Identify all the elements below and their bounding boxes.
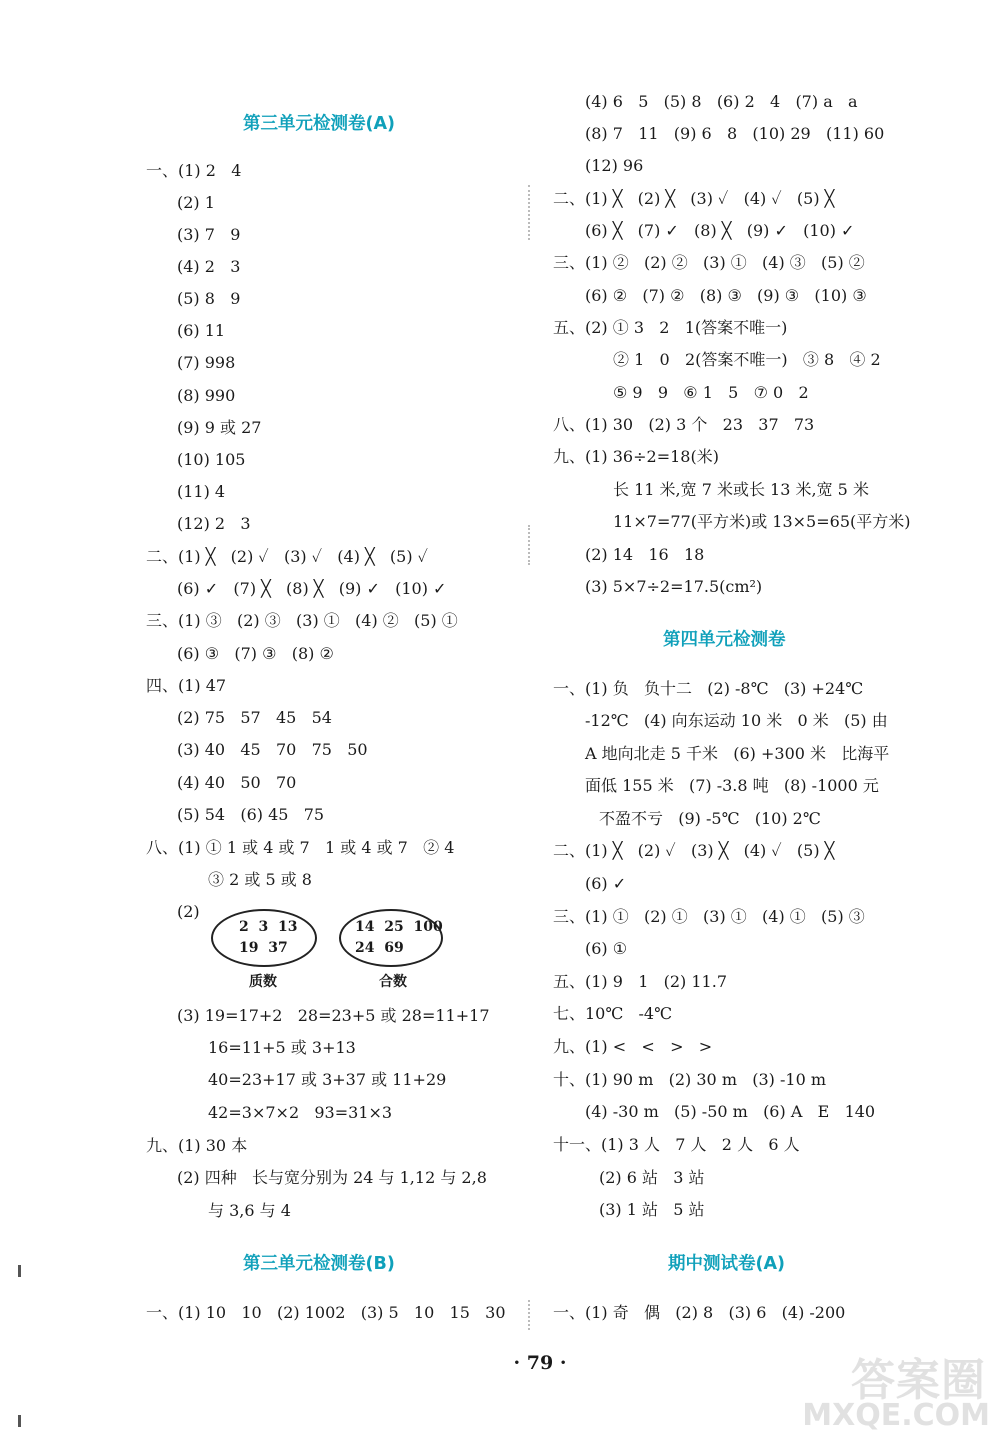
answer-line: 二、(1) ╳ (2) ╳ (3) ✓ (4) ✓ (5) ╳ [553, 189, 835, 208]
answer-line: 五、(1) 9 1 (2) 11.7 [553, 972, 728, 991]
answer-line: 40=23+17 或 3+37 或 11+29 [208, 1070, 447, 1089]
answer-line: (4) -30 m (5) -50 m (6) A E 140 [585, 1102, 876, 1121]
answer-line: (6) ② (7) ② (8) ③ (9) ③ (10) ③ [585, 286, 867, 305]
answer-line: (6) ③ (7) ③ (8) ② [177, 644, 334, 663]
answer-line: (3) 40 45 70 75 50 [177, 740, 368, 759]
answer-line: (6) ✓ [585, 874, 627, 893]
answer-line: (12) 2 3 [177, 514, 251, 533]
answer-line: 十一、(1) 3 人 7 人 2 人 6 人 [553, 1135, 800, 1154]
column-divider-dots [528, 1300, 530, 1330]
answer-line: ③ 2 或 5 或 8 [208, 870, 312, 889]
answer-line: 三、(1) ③ (2) ③ (3) ① (4) ② (5) ① [146, 611, 458, 630]
answer-line: (2) 14 16 18 [585, 545, 705, 564]
composites-row-1: 14 25 100 [355, 919, 443, 935]
answer-line: A 地向北走 5 千米 (6) +300 米 比海平 [585, 744, 890, 763]
answer-line: 一、(1) 2 4 [146, 161, 242, 180]
composites-row-2: 24 69 [355, 940, 404, 956]
answer-line: 与 3,6 与 4 [208, 1201, 291, 1220]
answer-line: (11) 4 [177, 482, 226, 501]
answer-line: (10) 105 [177, 450, 246, 469]
primes-row-1: 2 3 13 [239, 919, 298, 935]
answer-line: ⑤ 9 9 ⑥ 1 5 ⑦ 0 2 [613, 383, 809, 402]
answer-line: 三、(1) ① (2) ① (3) ① (4) ① (5) ③ [553, 907, 865, 926]
section-title-midterm-a: 期中测试卷(A) [668, 1254, 786, 1274]
primes-row-2: 19 37 [239, 940, 288, 956]
answer-line: 不盈不亏 (9) -5℃ (10) 2℃ [599, 809, 821, 828]
answer-line: 十、(1) 90 m (2) 30 m (3) -10 m [553, 1070, 827, 1089]
answer-line: 16=11+5 或 3+13 [208, 1038, 356, 1057]
scan-mark [18, 1415, 21, 1427]
answer-line: 二、(1) ╳ (2) ✓ (3) ╳ (4) ✓ (5) ╳ [553, 841, 835, 860]
answer-line: 长 11 米,宽 7 米或长 13 米,宽 5 米 [613, 480, 869, 499]
answer-line: 九、(1) < < > > [553, 1037, 713, 1056]
composites-label: 合数 [379, 974, 407, 990]
scan-mark [18, 1265, 21, 1277]
answer-line: (4) 6 5 (5) 8 (6) 2 4 (7) a a [585, 92, 858, 111]
answer-line: (6) ① [585, 939, 628, 958]
answer-line: 三、(1) ② (2) ② (3) ① (4) ③ (5) ② [553, 253, 865, 272]
answer-line: 八、(1) 30 (2) 3 个 23 37 73 [553, 415, 815, 434]
answer-line: (3) 19=17+2 28=23+5 或 28=11+17 [177, 1006, 490, 1025]
watermark-logo [802, 1336, 1000, 1441]
section-title-unit4: 第四单元检测卷 [663, 630, 786, 650]
watermark-url: MXQE.COM [802, 1398, 990, 1433]
answer-line: (5) 54 (6) 45 75 [177, 805, 325, 824]
answer-line: 一、(1) 奇 偶 (2) 8 (3) 6 (4) -200 [553, 1303, 846, 1322]
answer-line: (4) 2 3 [177, 257, 241, 276]
answer-line: (9) 9 或 27 [177, 418, 262, 437]
answer-line: 八、(1) ① 1 或 4 或 7 1 或 4 或 7 ② 4 [146, 838, 455, 857]
answer-line: (2) 75 57 45 54 [177, 708, 332, 727]
answer-line: (3) 1 站 5 站 [599, 1200, 705, 1219]
answer-line: 11×7=77(平方米)或 13×5=65(平方米) [613, 512, 911, 531]
answer-line: (4) 40 50 70 [177, 773, 297, 792]
answer-line: 一、(1) 负 负十二 (2) -8℃ (3) +24℃ [553, 679, 864, 698]
section-title-unit3-b: 第三单元检测卷(B) [243, 1254, 395, 1274]
page-number: · 79 · [513, 1352, 567, 1374]
answer-line: -12℃ (4) 向东运动 10 米 0 米 (5) 由 [585, 711, 888, 730]
answer-line: 一、(1) 10 10 (2) 1002 (3) 5 10 15 30 [146, 1303, 506, 1322]
answer-line: (2) 四种 长与宽分别为 24 与 1,12 与 2,8 [177, 1168, 487, 1187]
answer-line: 五、(2) ① 3 2 1(答案不唯一) [553, 318, 788, 337]
answer-line: 二、(1) ╳ (2) ✓ (3) ✓ (4) ╳ (5) ✓ [146, 547, 429, 566]
answer-line: (6) 11 [177, 321, 226, 340]
answer-line: (6) ✓ (7) ╳ (8) ╳ (9) ✓ (10) ✓ [177, 579, 447, 598]
section-title-unit3-a: 第三单元检测卷(A) [243, 114, 396, 134]
answer-line: (2) 1 [177, 193, 215, 212]
answer-line: 九、(1) 30 本 [146, 1136, 248, 1155]
column-divider-dots [528, 185, 530, 240]
answer-line: 42=3×7×2 93=31×3 [208, 1103, 393, 1122]
answer-line: (2) [177, 902, 200, 921]
answer-line: (8) 7 11 (9) 6 8 (10) 29 (11) 60 [585, 124, 885, 143]
answer-line: 九、(1) 36÷2=18(米) [553, 447, 719, 466]
answer-line: (12) 96 [585, 156, 644, 175]
answer-line: (8) 990 [177, 386, 236, 405]
answer-line: (3) 5×7÷2=17.5(cm²) [585, 577, 763, 596]
primes-label: 质数 [249, 974, 277, 990]
answer-line: (7) 998 [177, 353, 236, 372]
column-divider-dots [528, 525, 530, 565]
answer-line: (3) 7 9 [177, 225, 241, 244]
watermark-text: 答案圈 [851, 1355, 986, 1406]
answer-line: (6) ╳ (7) ✓ (8) ╳ (9) ✓ (10) ✓ [585, 221, 855, 240]
answer-line: 四、(1) 47 [146, 676, 227, 695]
answer-line: ② 1 0 2(答案不唯一) ③ 8 ④ 2 [613, 350, 881, 369]
answer-line: 七、10℃ -4℃ [553, 1004, 673, 1023]
answer-line: (2) 6 站 3 站 [599, 1168, 705, 1187]
answer-line: (5) 8 9 [177, 289, 241, 308]
answer-line: 面低 155 米 (7) -3.8 吨 (8) -1000 元 [585, 776, 879, 795]
